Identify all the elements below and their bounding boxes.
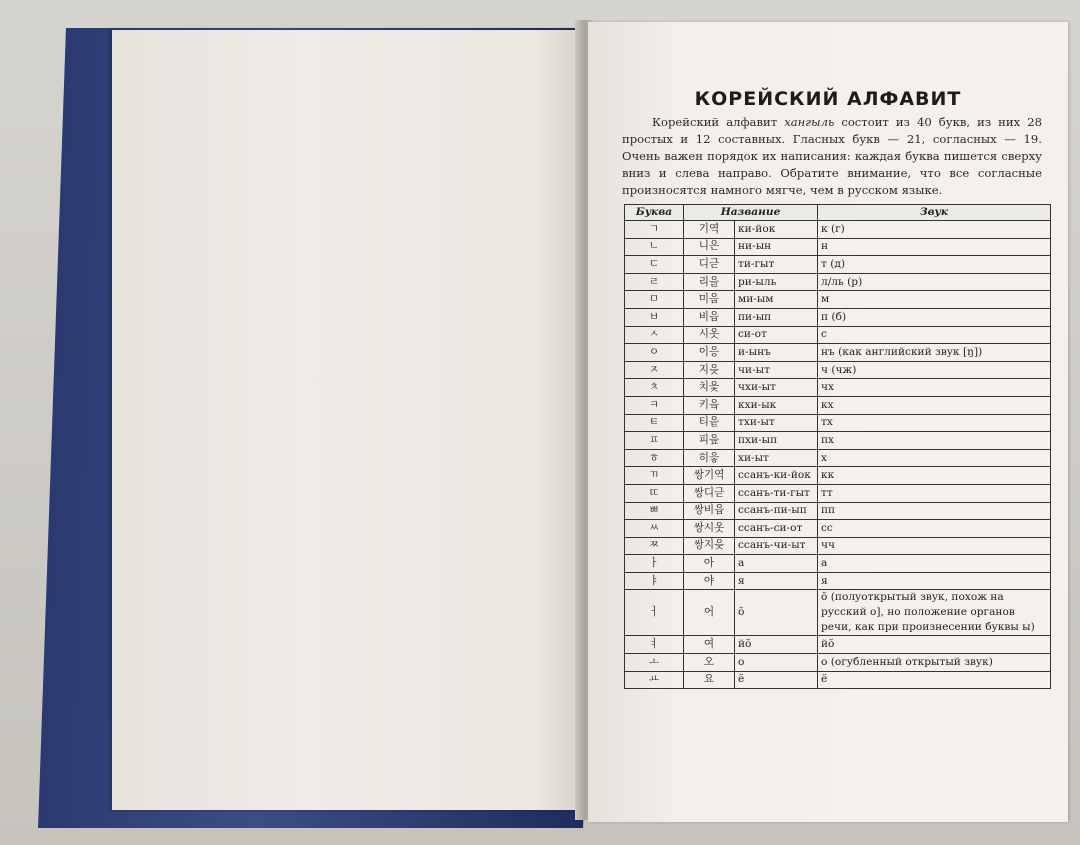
sound-cell: сс <box>818 520 1051 538</box>
sound-cell: йŏ <box>818 636 1051 654</box>
table-row <box>625 467 1051 485</box>
romanized-name-cell: ссанъ-ти-гыт <box>735 484 818 502</box>
letter-cell: ㅛ <box>625 671 684 689</box>
page-title: КОРЕЙСКИЙ АЛФАВИТ <box>694 88 962 110</box>
hangul-name-cell: 쌍시옷 <box>684 520 735 538</box>
sound-cell: кх <box>818 396 1051 414</box>
letter-cell: ㄱ <box>625 221 684 239</box>
hangul-name-cell: 쌍기역 <box>684 467 735 485</box>
table-row <box>625 344 1051 362</box>
hangul-name-cell: 야 <box>684 572 735 590</box>
right-page <box>588 22 1068 822</box>
left-page <box>112 30 582 810</box>
letter-cell: ㅂ <box>625 308 684 326</box>
letter-cell: ㅈ <box>625 361 684 379</box>
hangul-name-cell: 쌍디귿 <box>684 484 735 502</box>
romanized-name-cell: и-ынъ <box>735 344 818 362</box>
romanized-name-cell: ри-ыль <box>735 273 818 291</box>
table-row <box>625 361 1051 379</box>
table-row <box>625 291 1051 309</box>
hangul-name-cell: 디귿 <box>684 256 735 274</box>
hangul-name-cell: 요 <box>684 671 735 689</box>
hangul-name-cell: 피읖 <box>684 432 735 450</box>
hangul-name-cell: 티읕 <box>684 414 735 432</box>
table-row <box>625 636 1051 654</box>
romanized-name-cell: ŏ <box>735 590 818 636</box>
letter-cell: ㅋ <box>625 396 684 414</box>
sound-cell: чх <box>818 379 1051 397</box>
romanized-name-cell: пи-ып <box>735 308 818 326</box>
letter-cell: ㅑ <box>625 572 684 590</box>
sound-cell: кк <box>818 467 1051 485</box>
letter-cell: ㅆ <box>625 520 684 538</box>
hangul-name-cell: 히읗 <box>684 449 735 467</box>
sound-cell: о (огубленный открытый звук) <box>818 654 1051 672</box>
sound-cell: нъ (как английский звук [ŋ]) <box>818 344 1051 362</box>
table-row <box>625 256 1051 274</box>
header-sound: Звук <box>818 205 1051 221</box>
letter-cell: ㅅ <box>625 326 684 344</box>
sound-cell: ŏ (полуоткрытый звук, похож на русский о], но положение органов речи, как при произнесении буквы ы) <box>818 590 1051 636</box>
romanized-name-cell: ни-ын <box>735 238 818 256</box>
table-body <box>625 221 1051 689</box>
table-row <box>625 396 1051 414</box>
letter-cell: ㄸ <box>625 484 684 502</box>
hangul-name-cell: 미음 <box>684 291 735 309</box>
hangul-name-cell: 지읒 <box>684 361 735 379</box>
sound-cell: л/ль (р) <box>818 273 1051 291</box>
table-row <box>625 654 1051 672</box>
sound-cell: тт <box>818 484 1051 502</box>
letter-cell: ㅓ <box>625 590 684 636</box>
sound-cell: тх <box>818 414 1051 432</box>
hangul-name-cell: 오 <box>684 654 735 672</box>
table-row <box>625 537 1051 555</box>
sound-cell: а <box>818 555 1051 573</box>
table-row <box>625 308 1051 326</box>
letter-cell: ㅕ <box>625 636 684 654</box>
romanized-name-cell: ти-гыт <box>735 256 818 274</box>
hangul-name-cell: 니은 <box>684 238 735 256</box>
romanized-name-cell: чи-ыт <box>735 361 818 379</box>
letter-cell: ㄴ <box>625 238 684 256</box>
header-name: Название <box>684 205 818 221</box>
romanized-name-cell: чхи-ыт <box>735 379 818 397</box>
table-row <box>625 326 1051 344</box>
hangul-name-cell: 비읍 <box>684 308 735 326</box>
table-row <box>625 379 1051 397</box>
table-row <box>625 432 1051 450</box>
romanized-name-cell: кхи-ык <box>735 396 818 414</box>
table-row <box>625 273 1051 291</box>
sound-cell: с <box>818 326 1051 344</box>
romanized-name-cell: ссанъ-си-от <box>735 520 818 538</box>
sound-cell: чч <box>818 537 1051 555</box>
sound-cell: пх <box>818 432 1051 450</box>
sound-cell: х <box>818 449 1051 467</box>
table-header-row <box>625 205 1051 221</box>
table-row <box>625 502 1051 520</box>
letter-cell: ㅉ <box>625 537 684 555</box>
romanized-name-cell: тхи-ыт <box>735 414 818 432</box>
intro-term: хангыль <box>784 115 835 129</box>
table-row <box>625 590 1051 636</box>
letter-cell: ㅗ <box>625 654 684 672</box>
hangul-name-cell: 여 <box>684 636 735 654</box>
table-row <box>625 449 1051 467</box>
table-row <box>625 221 1051 239</box>
table-row <box>625 572 1051 590</box>
romanized-name-cell: о <box>735 654 818 672</box>
romanized-name-cell: ми-ым <box>735 291 818 309</box>
table-row <box>625 484 1051 502</box>
sound-cell: я <box>818 572 1051 590</box>
hangul-name-cell: 아 <box>684 555 735 573</box>
table-row <box>625 520 1051 538</box>
romanized-name-cell: я <box>735 572 818 590</box>
romanized-name-cell: а <box>735 555 818 573</box>
table-row <box>625 238 1051 256</box>
letter-cell: ㅌ <box>625 414 684 432</box>
hangul-name-cell: 이응 <box>684 344 735 362</box>
romanized-name-cell: ссанъ-пи-ып <box>735 502 818 520</box>
sound-cell: т (д) <box>818 256 1051 274</box>
header-letter: Буква <box>625 205 684 221</box>
hangul-name-cell: 리을 <box>684 273 735 291</box>
letter-cell: ㅃ <box>625 502 684 520</box>
letter-cell: ㅎ <box>625 449 684 467</box>
table-row <box>625 671 1051 689</box>
letter-cell: ㄲ <box>625 467 684 485</box>
romanized-name-cell: ё <box>735 671 818 689</box>
letter-cell: ㅊ <box>625 379 684 397</box>
romanized-name-cell: йŏ <box>735 636 818 654</box>
letter-cell: ㅏ <box>625 555 684 573</box>
romanized-name-cell: ссанъ-чи-ыт <box>735 537 818 555</box>
sound-cell: пп <box>818 502 1051 520</box>
table-row <box>625 555 1051 573</box>
sound-cell: н <box>818 238 1051 256</box>
sound-cell: ё <box>818 671 1051 689</box>
letter-cell: ㅁ <box>625 291 684 309</box>
romanized-name-cell: си-от <box>735 326 818 344</box>
letter-cell: ㅍ <box>625 432 684 450</box>
hangul-name-cell: 키읔 <box>684 396 735 414</box>
sound-cell: к (г) <box>818 221 1051 239</box>
hangul-name-cell: 치읓 <box>684 379 735 397</box>
sound-cell: м <box>818 291 1051 309</box>
hangul-name-cell: 쌍지읒 <box>684 537 735 555</box>
sound-cell: п (б) <box>818 308 1051 326</box>
hangul-name-cell: 기역 <box>684 221 735 239</box>
romanized-name-cell: хи-ыт <box>735 449 818 467</box>
intro-text-end: состоит из 40 букв, из них 28 простых и 12 составных. Гласных букв — 21, согласных — 19. Очень важен порядок их написания: каждая буква пишется сверху вниз и слева направо. Обратите внимание, что все согласные произносятся намного мягче, чем в русском языке. <box>622 115 1042 197</box>
sound-cell: ч (чж) <box>818 361 1051 379</box>
hangul-name-cell: 쌍비읍 <box>684 502 735 520</box>
intro-paragraph <box>622 114 1042 199</box>
romanized-name-cell: пхи-ып <box>735 432 818 450</box>
romanized-name-cell: ссанъ-ки-йок <box>735 467 818 485</box>
intro-text-start: Корейский алфавит <box>652 115 785 129</box>
hangul-name-cell: 시옷 <box>684 326 735 344</box>
hangul-name-cell: 어 <box>684 590 735 636</box>
letter-cell: ㄹ <box>625 273 684 291</box>
letter-cell: ㄷ <box>625 256 684 274</box>
table-row <box>625 414 1051 432</box>
romanized-name-cell: ки-йок <box>735 221 818 239</box>
alphabet-table <box>624 204 1051 689</box>
letter-cell: ㅇ <box>625 344 684 362</box>
